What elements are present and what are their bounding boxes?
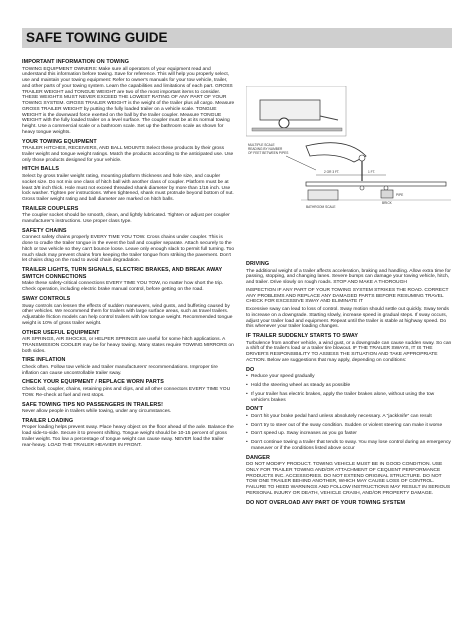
- dimension-left-label: 2 OR 3 FT.: [324, 170, 340, 174]
- bullet-list: [246, 414, 453, 452]
- section-heading-danger: DANGER: [246, 454, 270, 461]
- pipe-label: PIPE: [396, 193, 404, 197]
- pipe-right: [384, 186, 388, 190]
- pipe-center: [360, 186, 364, 190]
- section-body: Check ball, coupler, chains, retaining pins and clips, and all other connectors EVERY TIME YOU TOW. Re-check at fuel and rest stops.: [22, 387, 231, 398]
- section-paragraph: Turbulence from another vehicle, a wind gust, or a downgrade can cause sudden sway. So can a shift of the trailer's load or a trailer tire blowout. IF THE TRAILER SWAYS, IT IS THE DRIVER'S RESPONSIBILITY TO ASSESS THE SITUATION AND TAKE APPROPRIATE ACTION. Below are suggestions that may apply, depending on conditions:: [246, 340, 452, 363]
- bathroom-scale: [308, 190, 338, 200]
- bullet-item: • Reduce your speed gradually: [246, 374, 453, 380]
- trailer-coupler: [306, 143, 366, 162]
- bullet-list: [246, 374, 453, 403]
- scale-label-line-3: OF FEET BETWEEN PIPES: [248, 151, 289, 155]
- coupler-ball: [359, 155, 365, 161]
- right-column: [246, 258, 453, 507]
- section-heading-do-not-overload-any-part-of-your-towing-: DO NOT OVERLOAD ANY PART OF YOUR TOWING SYSTEM: [246, 499, 406, 506]
- bullet-item: • Don't try to steer out of the sway condition. Sudden or violent steering can make it worse: [246, 423, 453, 429]
- scale-reading-label: [248, 143, 288, 155]
- section-heading-do: DO: [246, 366, 255, 373]
- section-body: Check often. Follow tow vehicle and trailer manufacturers' recommendations. Improper tire inflation can cause uncontrollable trailer sway.: [22, 364, 218, 376]
- section-heading-if-trailer-suddenly-starts-to-sway: IF TRAILER SUDDENLY STARTS TO SWAY: [246, 333, 359, 340]
- section-body: AIR SPRINGS, AIR SHOCKS, or HELPER SPRINGS are useful for some hitch applications. A TRANSMISSION COOLER may be for heavy towing. Many states require TOWING MIRRORS on both sides.: [22, 337, 234, 354]
- trailer-wheel: [279, 118, 289, 128]
- bullet-item: • Don't hit your brake pedal hard unless absolutely necessary. A "jackknife" can result: [246, 414, 453, 420]
- tongue-weight-diagram: [246, 86, 454, 246]
- section-body: Make these safety-critical connections EVERY TIME YOU TOW, no matter how short the trip. Check operation, including electric brake manual control, before getting on the road.: [22, 281, 224, 293]
- section-paragraph: DO NOT MODIFY PRODUCT. TOWING VEHICLE MUST BE IN GOOD CONDITION. USE ONLY FOR TRAILER TOWING AND/OR ATTACHMENT OF CEQUENT PERFORMANCE PRODUCTS INC. ACCESSORIES. DO NOT EXTEND ORIGINAL STRUCTURE. DO NOT TOW ONE TRAILER BEHIND ANOTHER, WHICH MAY CAUSE LOSS OF CONTROL. FAILURE TO HEED WARNINGS AND FOLLOW INSTRUCTIONS MAY RESULT IN SERIOUS PERSONAL INJURY OR DEATH, VEHICLE CRASH, AND/OR PROPERTY DAMAGE.: [246, 462, 451, 496]
- section-body: Select by gross trailer weight rating, mounting platform thickness and hole size, and coupler socket size. Do not mix one class of hitch ball with another class of coupler. Platform must be at least 3/8 inch thick. Hole must not exceed threaded shank diameter by more than 1/16 inch. Use lock washer. Tighten per instructions. When tightened, shank must protrude beyond bottom of nut. Gross trailer weight rating and ball diameter are marked on hitch balls.: [22, 174, 234, 203]
- diagram-svg: [246, 86, 454, 246]
- section-heading-your-towing-equipment: YOUR TOWING EQUIPMENT: [22, 138, 97, 145]
- section-body: Sway controls can lessen the effects of sudden maneuvers, wind gusts, and buffeting caused by other vehicles. We recommend them for trailers with large surface areas, such as travel trailers. Adjustable friction models can help control trailers with low tongue weight. Recommended tongue weight is 10% of gross trailer weight.: [22, 303, 233, 326]
- section-heading-trailer-loading: TRAILER LOADING: [22, 417, 74, 424]
- section-heading-don-t: DON'T: [246, 406, 264, 413]
- section-body: Never allow people in trailers while towing, under any circumstances.: [22, 409, 172, 415]
- section-body: TOWING EQUIPMENT OWNERS: Make sure all operators of your equipment read and understand this information before towing. Save for reference. This will help you properly select, use and maintain your towing equipment: Refer to owner's manuals for your tow vehicle, trailer, and other parts of your towing system. Learn the capabilities and limitations of each part. GROSS TRAILER WEIGHT and TONGUE WEIGHT are two of the most important items to consider. THESE WEIGHTS MUST NEVER EXCEED THE LOWEST RATING OF ANY PART OF YOUR TOWING SYSTEM. GROSS TRAILER WEIGHT is the weight of the trailer plus all cargo. Measure GROSS TRAILER WEIGHT by putting the fully loaded trailer on a vehicle scale. TONGUE WEIGHT is the downward force exerted on the ball by the trailer coupler. Measure TONGUE WEIGHT with the fully loaded trailer on a level surface. The coupler must be at its normal towing height. Use a commercial scale or a bathroom scale. Set up the bathroom scale as shown for heavy tongue weights.: [22, 66, 235, 135]
- section-heading-tire-inflation: TIRE INFLATION: [22, 357, 66, 364]
- page-title: SAFE TOWING GUIDE: [26, 30, 168, 45]
- section-heading-trailer-lights-turn-signals-electric-bra: TRAILER LIGHTS, TURN SIGNALS, ELECTRIC BRAKES, AND BREAK AWAY SWITCH CONNECTIONS: [22, 267, 223, 280]
- scale-label-line-1: MULTIPLE SCALE: [248, 143, 275, 147]
- wood-beam: [306, 182, 446, 186]
- title-bar: [22, 28, 452, 48]
- vehicle-scale-platform: [252, 128, 342, 131]
- trailer-body: [260, 100, 320, 120]
- section-paragraph: The additional weight of a trailer affects acceleration, braking and handling. Allow extra time for passing, stopping, and changing lanes. Severe bumps can damage your towing vehicle, hitch, and trailer. Drive slowly on rough roads. STOP AND MAKE A THOROUGH: [246, 268, 451, 286]
- section-heading-driving: DRIVING: [246, 261, 270, 267]
- section-heading-check-your-equipment-replace-worn-parts: CHECK YOUR EQUIPMENT / REPLACE WORN PARTS: [22, 379, 164, 386]
- section-heading-sway-controls: SWAY CONTROLS: [22, 295, 71, 302]
- bathroom-scale-label: BATHROOM SCALE: [306, 205, 336, 209]
- bathroom-scale-illustration: [248, 143, 451, 209]
- bullet-item: • Hold the steering wheel as steady as possible: [246, 383, 453, 389]
- bullet-item: • Don't speed up. Sway increases as you go faster: [246, 431, 453, 437]
- bullet-item: • If your trailer has electric brakes, apply the trailer brakes alone, without using the tow vehicle's brakes: [246, 392, 453, 404]
- section-heading-trailer-couplers: TRAILER COUPLERS: [22, 205, 79, 212]
- section-paragraph: INSPECTION IF ANY PART OF YOUR TOWING SYSTEM STRIKES THE ROAD. CORRECT ANY PROBLEMS AND REPLACE ANY DAMAGED PARTS BEFORE RESUMING TRAVEL CHECK FOR EXCESSIVE SWAY AND ELIMINATE IT: [246, 287, 449, 305]
- brick-label: BRICK: [382, 201, 392, 205]
- label-pointer: [286, 156, 316, 170]
- dimension-right-label: 1 FT.: [368, 170, 376, 174]
- section-heading-hitch-balls: HITCH BALLS: [22, 166, 60, 173]
- section-heading-important-information-on-towing: IMPORTANT INFORMATION ON TOWING: [22, 59, 130, 65]
- bullet-item: • Don't continue towing a trailer that tends to sway. You may lose control during an emergency maneuver or if the conditions listed above occur: [246, 440, 453, 452]
- section-paragraph: Excessive sway can lead to loss of control. Sway motion should settle out quickly. Sway tends to increase on a downgrade. Starting slowly, increase speed in gradual steps. If sway occurs, adjust your trailer load and equipment. Repeat until the trailer is stable at highway speed. Do this whenever your trailer loading changes.: [246, 307, 449, 330]
- section-body: The coupler socket should be smooth, clean, and lightly lubricated. Tighten or adjust per coupler manufacturer's instructions. Use proper class type.: [22, 213, 230, 225]
- brick: [381, 190, 393, 198]
- scale-label-line-2: READING BY NUMBER: [248, 147, 283, 151]
- section-heading-other-useful-equipment: OTHER USEFUL EQUIPMENT: [22, 329, 100, 336]
- left-column: [22, 56, 235, 450]
- section-heading-safety-chains: SAFETY CHAINS: [22, 227, 67, 234]
- section-body: Connect safety chains properly EVERY TIME YOU TOW. Cross chains under coupler. This is done to cradle the trailer tongue in the event the ball and coupler separate. Attach securely to the hitch or tow vehicle so they can't bounce loose. Leave only enough slack to permit full turning. Too much slack may prevent chains from keeping the trailer tongue from striking the pavement. Don't let chains drag on the road to avoid chain degradation.: [22, 235, 235, 264]
- section-body: TRAILER HITCHES, RECEIVERS, AND BALL MOUNTS Select these products by their gross trailer weight and tongue weight ratings. Match the products according to the anticipated use. Use only those products designed for your vehicle.: [22, 146, 234, 163]
- section-heading-safe-towing-tips-no-passengers-in-traile: SAFE TOWING TIPS NO PASSENGERS IN TRAILERS!: [22, 401, 163, 408]
- section-body: Proper loading helps prevent sway. Place heavy object on the floor ahead of the axle. Balance the load side-to-side. Secure it to prevent shifting. Tongue weight should be 10-15 percent of gross trailer weight. Too low a percentage of tongue weight can cause sway. NEVER load the trailer rear-heavy. LOAD THE TRAILER HEAVIER IN FRONT.: [22, 425, 234, 448]
